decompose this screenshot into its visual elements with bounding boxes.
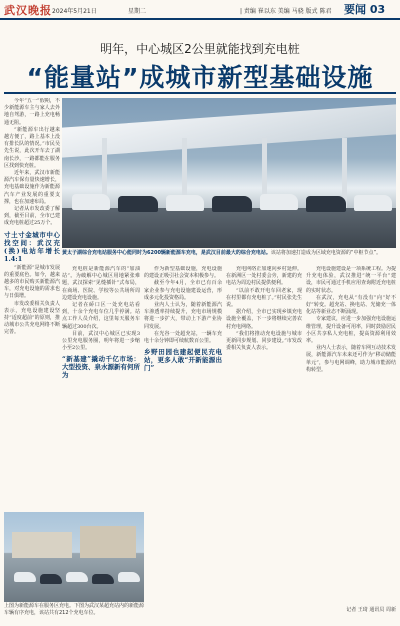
edition-day: 星期二 bbox=[128, 8, 147, 15]
charging-station-photo bbox=[62, 98, 396, 248]
paragraph: 据介绍，全市已实现乡镇充电设施全覆盖，下一步将继续完善农村充电网络。 bbox=[226, 309, 302, 330]
article-subhead: 明年，中心城区2公里就能找到充电桩 bbox=[100, 42, 300, 56]
section-subtitle: 乡野田园也建起便民充电站，更多人敢“开新能源出门” bbox=[144, 348, 222, 373]
service-area-photo bbox=[4, 512, 144, 602]
car bbox=[118, 196, 158, 212]
paragraph: 专家建议，应进一步加强充电设施运维管理，提升设备可用率，同时鼓励居民小区共享私人充电桩，提高资源利用效率。 bbox=[306, 316, 396, 345]
article-column-3 bbox=[144, 266, 222, 618]
caption-text: 该站将加速打造成为区域充电资源的“中枢节点”。 bbox=[270, 250, 382, 256]
paragraph: 业内人士表示，随着车网互动技术发展，新能源汽车未来还可作为“移动储能单元”，参与电网调峰，助力城市能源结构转型。 bbox=[306, 345, 396, 373]
car bbox=[306, 196, 346, 212]
paragraph: 充电设施建设是一项系统工程。为提升充电体验，武汉推进“统一平台”建设，市民可通过手机应用查询附近充电桩的实时状态。 bbox=[306, 266, 396, 294]
parking-ground bbox=[62, 208, 396, 248]
car bbox=[354, 195, 392, 211]
paragraph: 截至今年4月，全市已有百余家企业参与充电设施建设运营，形成多元化投资格局。 bbox=[144, 280, 222, 301]
section-subtitle: “新基建”撬动千亿市场：大型投资、泉水源新有何所为 bbox=[62, 355, 140, 380]
paragraph: “以前不敢开电车回老家，现在村里都有充电桩了。”村民张先生说。 bbox=[226, 287, 302, 309]
paragraph: 业内人士认为，随着新能源汽车渗透率持续提升，充电市场规模将进一步扩大，带动上下游产业协同发展。 bbox=[144, 302, 222, 330]
paragraph: 充电网络正加速向乡村延伸。在新洲区一处村委会旁，新建的充电站为周边村民提供便利。 bbox=[226, 266, 302, 287]
paragraph: 目前，武汉中心城区已实现3公里充电服务圈，明年将进一步缩小至2公里。 bbox=[62, 330, 140, 352]
car bbox=[260, 194, 298, 210]
section-subtitle: 寸土寸金城市中心找空间：武汉充(换)电站年增长1.4:1 bbox=[4, 230, 60, 263]
paragraph: “我们将推动充电设施与城市更新同步规划、同步建设。”市发改委相关负责人表示。 bbox=[226, 330, 302, 352]
caption-lead: 黄太子湖综合充电站服务中心能同时为6200辆新能源车充电，是武汉目前最大的综合充电站。 bbox=[62, 250, 271, 256]
car bbox=[92, 574, 114, 584]
car bbox=[212, 196, 252, 212]
article-column-4 bbox=[226, 266, 302, 618]
article-column-5 bbox=[306, 266, 396, 606]
car bbox=[72, 194, 110, 210]
paragraph: “新能源车出行越来越方便了，路上基本上没有排长队的情况。”市民吴先生说，此次开车去了湖南长沙，一路都能在服务区找到快充桩。 bbox=[4, 126, 60, 169]
section-title bbox=[344, 1, 385, 17]
article-byline: 记者 王琦 通讯员 周新 bbox=[346, 607, 396, 613]
headline-divider bbox=[4, 92, 396, 94]
paragraph: 在武汉，充电从“有没有”向“好不好”转变。超充站、换电站、光储充一体化站等新业态不断涌现。 bbox=[306, 294, 396, 316]
article-headline: “能量站”成城市新型基础设施 bbox=[26, 63, 374, 92]
paragraph: 记者在硚口区一处充电站看到，十余个充电车位几乎停满。站点工作人员介绍，这里每天服务车辆超过300台次。 bbox=[62, 302, 140, 330]
paragraph: 作为新型基础设施，充电设施的建设正吸引社会资本积极参与。 bbox=[144, 266, 222, 280]
building bbox=[12, 532, 72, 558]
paragraph: 在光谷一处超充站，一辆车充电十余分钟即可续航数百公里。 bbox=[144, 330, 222, 345]
paragraph: 今年“五一”假期，不少新能源车主与家人去外地自驾游，一路上充电畅通无阻。 bbox=[4, 98, 60, 126]
editor-credits: | 责编 崔以东 美编 马骁 版式 陈君 bbox=[240, 8, 332, 15]
paragraph: 近年来，武汉市新能源汽车保有量快速增长，充电基础设施作为新能源汽车产业发展的重要支撑，也在加速布局。 bbox=[4, 170, 60, 205]
section-name: 要闻 bbox=[344, 3, 366, 16]
paragraph: 充电桩是新能源汽车的“加油站”。为破解中心城区用地紧张难题，武汉探索“见缝插针”式布局，在商场、医院、学校等公共场所周边建设充电设施。 bbox=[62, 266, 140, 301]
masthead: 武汉晚报 bbox=[4, 4, 52, 17]
page-header bbox=[0, 0, 400, 20]
small-photo-caption: 上图为新能源车在服务区充电。下图为武汉某超充站内的新能源车辆有序充电，该站共有212个充电车位。 bbox=[4, 603, 145, 616]
main-photo-caption bbox=[62, 250, 396, 257]
paragraph: “新能源”是城市发展的重要底色。如今，越来越多的市民购买新能源汽车，对充电设施的需求也与日俱增。 bbox=[4, 264, 60, 300]
car bbox=[166, 195, 204, 211]
page-number: 03 bbox=[369, 3, 386, 16]
paragraph: 市发改委相关负责人表示，充电设施建设坚持“适度超前”的原则，推动城市公共充电网络不断完善。 bbox=[4, 300, 60, 336]
publication-date: 2024年5月21日 bbox=[52, 8, 97, 15]
car bbox=[40, 574, 62, 584]
paragraph: 记者从市发改委了解到，截至目前，全市已建成充电桩超过25万个。 bbox=[4, 206, 60, 227]
car bbox=[66, 572, 88, 582]
car bbox=[14, 572, 36, 582]
car bbox=[118, 572, 140, 582]
building bbox=[80, 526, 136, 558]
